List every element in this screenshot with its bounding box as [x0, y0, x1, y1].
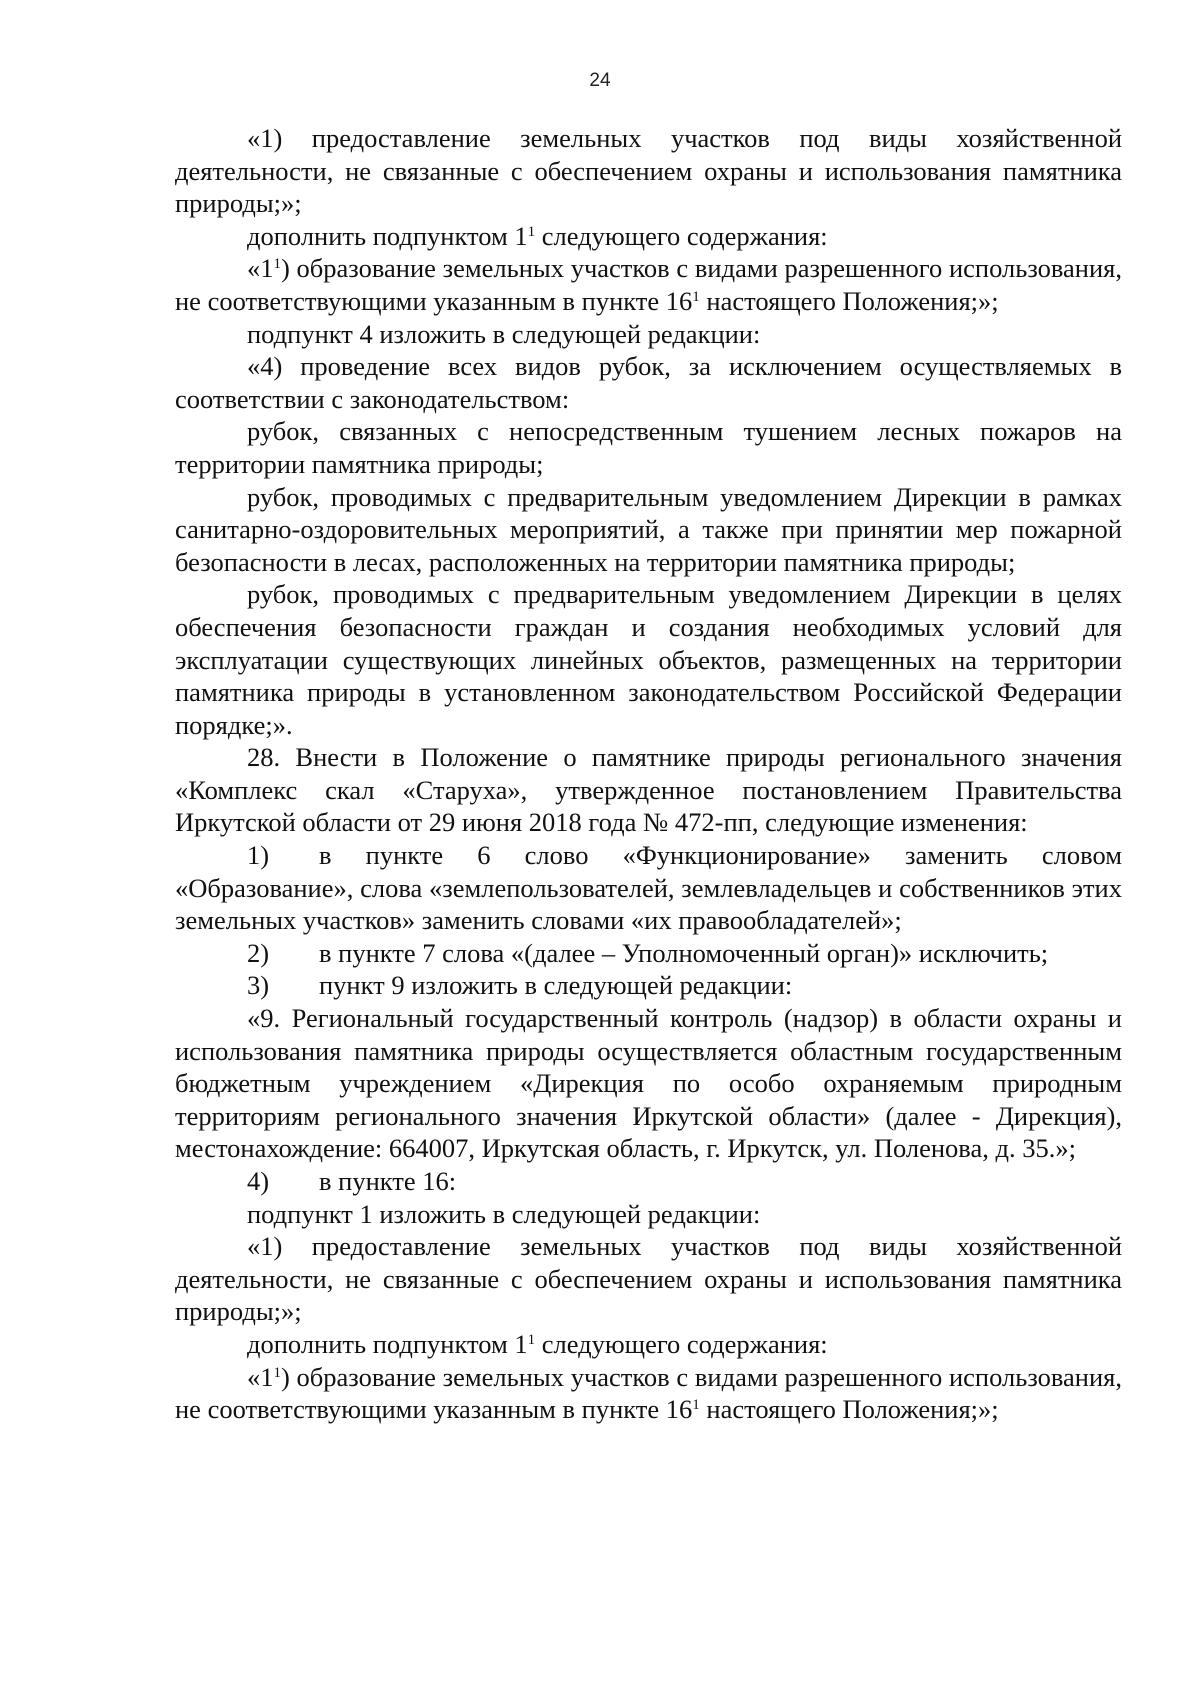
- superscript: 1: [273, 256, 281, 273]
- document-body: [175, 122, 1122, 1426]
- paragraph: подпункт 1 изложить в следующей редакции:: [247, 1198, 761, 1229]
- paragraph: рубок, проводимых с предварительным уведомлением Дирекции в рамках санитарно-оздоровительных мероприятий, а также при принятии мер пожарной безопасности в лесах, расположенных на территории памятника природы;: [175, 481, 1122, 577]
- paragraph: «1) предоставление земельных участков под виды хозяйственной деятельности, не связанные с обеспечением охраны и использования памятника природы;»;: [175, 123, 1122, 219]
- paragraph: «9. Региональный государственный контроль (надзор) в области охраны и использования памятника природы осуществляется областным государственным бюджетным учреждением «Дирекция по особо охраняемым природным территориям регионального значения Иркутской области» (далее - Дирекция), местонахождение: 664007, Иркутская область, г. Иркутск, ул. Поленова, д. 35.»;: [175, 1003, 1122, 1164]
- paragraph: «1) предоставление земельных участков под виды хозяйственной деятельности, не связанные с обеспечением охраны и использования памятника природы;»;: [175, 1231, 1122, 1327]
- superscript: 1: [527, 223, 536, 240]
- paragraph: дополнить подпунктом $1^1$ следующего содержания:: [247, 1328, 828, 1359]
- paragraph: «4) проведение всех видов рубок, за исключением осуществляемых в соответствии с законодательством:: [175, 351, 1122, 414]
- paragraph: 28. Внести в Положение о памятнике природы регионального значения «Комплекс скал «Старуха», утвержденное постановлением Правительства Иркутской области от 29 июня 2018 года № 472-пп, следующие изменения:: [175, 742, 1122, 838]
- item-text: в пункте 16:: [319, 1166, 457, 1196]
- superscript: 1: [273, 1364, 281, 1381]
- item-number: 2): [247, 937, 270, 968]
- item-text: в пункте 7 слова «(далее – Уполномоченный орган)» исключить;: [319, 937, 1049, 968]
- numbered-item: [175, 969, 1122, 1002]
- paragraph: «$1^1$) образование земельных участков с видами разрешенного использования, не соответствующими указанным в пункте $16^1$ настоящего Положения;»;: [175, 1361, 1122, 1425]
- paragraph: дополнить подпунктом $1^1$ следующего содержания:: [247, 220, 828, 251]
- item-text: в пункте 6 слово «Функционирование» заменить словом: [319, 840, 1122, 871]
- paragraph: рубок, проводимых с предварительным уведомлением Дирекции в целях обеспечения безопасности граждан и создания необходимых условий для эксплуатации существующих линейных объектов, размещенных на территории памятника природы в установленном законодательством Российской Федерации порядке;».: [175, 579, 1122, 740]
- item-number: 1): [247, 840, 270, 871]
- superscript: 1: [527, 1331, 536, 1348]
- item-number: 4): [247, 1166, 270, 1196]
- paragraph: «$1^1$) образование земельных участков с видами разрешенного использования, не соответствующими указанным в пункте $16^1$ настоящего Положения;»;: [175, 253, 1122, 316]
- numbered-item: [175, 937, 1122, 970]
- numbered-item: [175, 839, 1122, 872]
- superscript: 1: [692, 1397, 700, 1414]
- page-number: 24: [589, 70, 611, 91]
- item-text: пункт 9 изложить в следующей редакции:: [319, 970, 793, 1001]
- paragraph-continuation: «Образование», слова «землепользователей, землевладельцев и собственников этих земельных участков» заменить словами «их правообладателей»;: [175, 872, 1122, 936]
- numbered-item: [175, 1165, 1122, 1198]
- paragraph: рубок, связанных с непосредственным тушением лесных пожаров на территории памятника природы;: [175, 416, 1122, 479]
- paragraph: подпункт 4 изложить в следующей редакции:: [247, 318, 761, 349]
- superscript: 1: [692, 288, 700, 305]
- item-number: 3): [247, 970, 270, 1001]
